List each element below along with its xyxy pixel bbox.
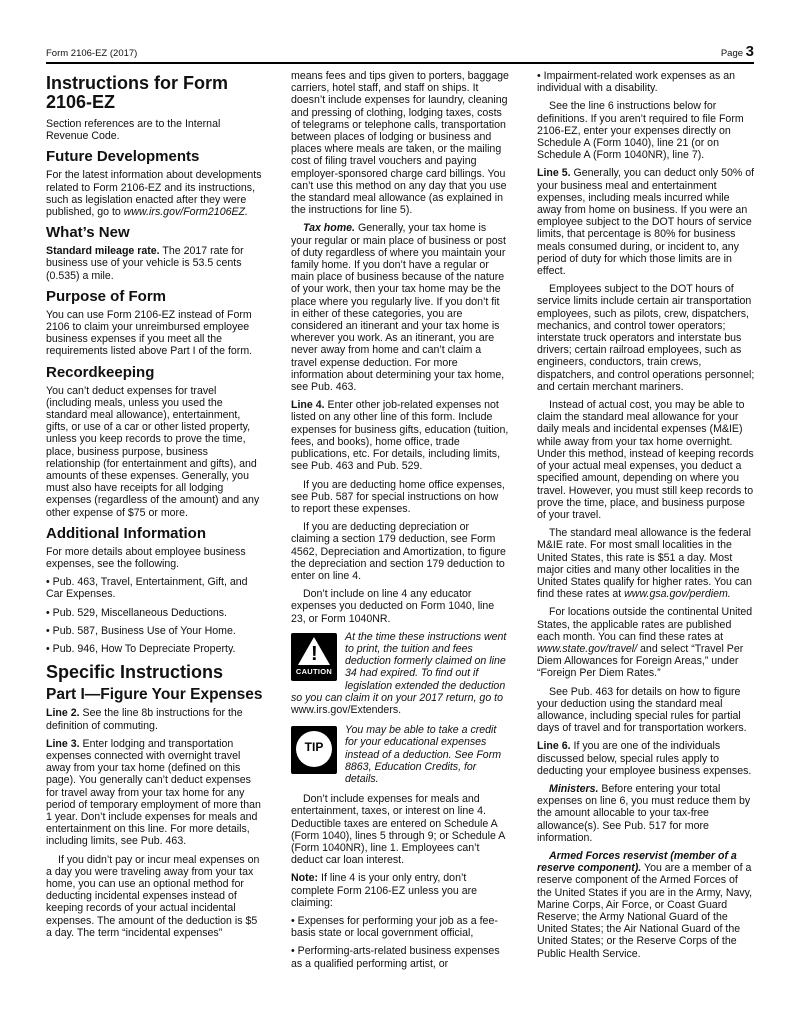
state-travel-link[interactable]: www.state.gov/travel/ [537, 642, 638, 655]
purpose-text: You can use Form 2106-EZ instead of Form 2106 to claim your unreimbursed employee business expenses if you meet all the requirements listed above Part I of the form. [46, 308, 253, 358]
tip-callout [291, 724, 509, 785]
page-number: 3 [745, 43, 754, 60]
page-header [46, 44, 754, 64]
incidental-continued-text: means fees and tips given to porters, baggage carriers, hotel staff, and staff on ships. It doesn’t include expenses for laundry, cleaning and pressing of clothing, lodging taxes, costs of telegrams or telephone calls, transportation between places of lodging or business and places where meals are taken, or the mailing cost of filing travel vouchers and paying employer-sponsored charge card billings. You can’t use this method on any day that you use the standard meal allowance (as explained in the instructions for line 5). [291, 70, 509, 217]
pub-list-item: • Pub. 463, Travel, Entertainment, Gift, and Car Expenses. [46, 576, 248, 601]
recordkeeping-text: You can’t deduct expenses for travel (including meals, unless you used the standard meal allowance), entertainment, gifts, or use of a car or other listed property, unless you keep records to prove the time, place, business purpose, business relationship (for entertainment and gifts), and amounts of these expenses. Generally, you must also have receipts for all lodging expenses (regardless of the amount) and any other expense of $75 or more. [46, 384, 260, 519]
see-line-6-text: See the line 6 instructions below for definitions. If you aren’t required to file Form 2106-EZ, enter your expenses directly on Schedule A (Form 1040), line 21 (or on Schedule A (Form 1040NR), line 7). [537, 100, 744, 162]
home-office-text: If you are deducting home office expenses, see Pub. 587 for special instructions on how to report these expenses. [291, 478, 505, 515]
heading-future-developments: Future Developments [46, 148, 200, 166]
extenders-link[interactable]: www.irs.gov/Extenders. [291, 703, 402, 716]
heading-specific-instructions: Specific Instructions [46, 662, 224, 683]
heading-purpose-of-form: Purpose of Form [46, 287, 167, 305]
see-pub-463-text: See Pub. 463 for details on how to figure your deduction using the standard meal allowance, including special rules for partial days of travel and for transportation workers. [537, 685, 747, 735]
pub-list-item: • Pub. 587, Business Use of Your Home. [46, 624, 236, 637]
page-indicator [721, 43, 754, 60]
column-left [46, 70, 264, 945]
incidental-expenses-text: If you didn’t pay or incur meal expenses on a day you were traveling away from your tax home, you can use an optional method for deducting incidental expenses instead of keeping records of your actual incidental expenses. The amount of the deduction is $5 a day. The term “incidental expenses” [46, 853, 260, 939]
line-2-text: Line 2. See the line 8b instructions for the definition of commuting. [46, 707, 243, 732]
caution-icon: ! CAUTION [291, 633, 337, 681]
line-6-text: Line 6. If you are one of the individuals discussed below, special rules apply to deducting your employee business expenses. [537, 740, 752, 777]
pub-list-item: • Pub. 946, How To Depreciate Property. [46, 643, 236, 656]
form-label: Form 2106-EZ (2017) [46, 48, 138, 59]
claim-list-item: • Expenses for performing your job as a fee-basis state or local government official, [291, 915, 498, 940]
column-right [537, 70, 755, 966]
claim-list-item: • Impairment-related work expenses as an individual with a disability. [537, 70, 736, 95]
section-references: Section references are to the Internal Revenue Code. [46, 118, 221, 143]
column-middle [291, 70, 509, 976]
caution-callout [291, 631, 509, 716]
document-title: Instructions for Form 2106-EZ [46, 73, 229, 112]
page-prefix: Page [720, 48, 744, 59]
outside-us-text: For locations outside the continental United States, the applicable rates are published each month. You can find these rates at www.state.gov/travel/ and select “Travel Per Diem Allowances for Foreign Areas,” under “Foreign Per Diem Rates.” [537, 606, 753, 680]
tip-icon: TIP [291, 726, 337, 774]
caution-text: At the time these instructions went to print, the tuition and fees deduction formerly claimed on line 34 had expired. To find out if legislation extended the deduction so you can claim it on your 2017 return, go to [291, 630, 507, 704]
actual-cost-text: Instead of actual cost, you may be able to claim the standard meal allowance for your daily meals and incidental expenses (M&IE) while away from your tax home overnight. Under this method, instead of keeping records of your actual meal expenses, you deduct a specified amount, depending on where you travel. However, you must still keep records to prove the time, place, and business purpose of your travel. [537, 399, 754, 521]
pub-list-item: • Pub. 529, Miscellaneous Deductions. [46, 606, 227, 619]
tax-home-text: Tax home. Generally, your tax home is your regular or main place of business or post of duty regardless of where you maintain your family home. If you don’t have a regular or main place of business because of the nature of your work, then your tax home may be the place where you regularly live. If you don’t fit in either of these categories, you are considered an itinerant and your tax home is wherever you work. As an itinerant, you are never away from home and can’t claim a travel expense deduction. For more information about determining your tax home, see Pub. 463. [291, 222, 506, 394]
depreciation-text: If you are deducting depreciation or claiming a section 179 deduction, see Form 4562, Depreciation and Amortization, to figure the depreciation and section 179 deduction to enter on line 4. [291, 521, 506, 582]
heading-whats-new: What’s New [46, 224, 130, 242]
dot-employees-text: Employees subject to the DOT hours of service limits include certain air transportation employees, such as pilots, crew, dispatchers, mechanics, and control tower operators; interstate truck operators and interstate bus drivers; certain railroad employees, such as engineers, conductors, train crews, dispatchers, and control operations personnel; and certain merchant mariners. [537, 283, 755, 393]
standard-meal-text: The standard meal allowance is the federal M&IE rate. For most small localities in the United States, this rate is $51 a day. Most major cities and many other localities in the United States qualify for higher rates. You can find these rates at www.gsa.gov/perdiem. [537, 527, 752, 601]
heading-recordkeeping: Recordkeeping [46, 363, 155, 381]
irs-form-link[interactable]: www.irs.gov/Form2106EZ. [123, 206, 248, 219]
line-4-text: Line 4. Enter other job-related expenses not listed on any other line of this form. Include expenses for business gifts, education (tuition, fees, and books), home office, trade publications, etc. For details, including limits, see Pub. 463 and Pub. 529. [291, 399, 509, 473]
educator-text: Don’t include on line 4 any educator expenses you deducted on Form 1040, line 23, or Form 1040NR. [291, 588, 495, 625]
meals-taxes-text: Don’t include expenses for meals and entertainment, taxes, or interest on line 4. Deductible taxes are entered on Schedule A (Form 1040), lines 5 through 9; or Schedule A (Form 1040NR), line 1. Employees can’t deduct car loan interest. [291, 793, 505, 867]
tip-text: You may be able to take a credit for your educational expenses instead of a deduction. See Form 8863, Education Credits, for details. [345, 724, 502, 785]
claim-list-item: • Performing-arts-related business expenses as a qualified performing artist, or [291, 945, 500, 970]
heading-part-1: Part I—Figure Your Expenses [46, 686, 263, 704]
whats-new-text: Standard mileage rate. The 2017 rate for business use of your vehicle is 53.5 cents (0.535) a mile. [46, 245, 244, 282]
armed-forces-text: Armed Forces reservist (member of a reserve component). You are a member of a reserve component of the Armed Forces of the United States if you are in the Army, Navy, Marine Corps, Air Force, or Coast Guard Reserve; the Army National Guard of the United States; the Air National Guard of the United States; or the Reserve Corps of the Public Health Service. [537, 849, 753, 960]
future-developments-text: For the latest information about developments related to Form 2106-EZ and its instructions, such as legislation enacted after they were published, go to www.irs.gov/Form2106EZ. [46, 169, 262, 219]
ministers-text: Ministers. Before entering your total expenses on line 6, you must reduce them by the amount allocable to your tax-free allowance(s). See Pub. 517 for more information. [537, 782, 751, 844]
heading-additional-information: Additional Information [46, 524, 206, 542]
additional-info-text: For more details about employee business expenses, see the following. [46, 545, 246, 571]
note-text: Note: If line 4 is your only entry, don’t complete Form 2106-EZ unless you are claiming: [291, 872, 478, 909]
line-5-text: Line 5. Generally, you can deduct only 50% of your business meal and entertainment expenses, including meals incurred while away from home on business. If you were an employee subject to the DOT hours of service limits, that percentage is 80% for business meals consumed during, or incident to, any period of duty for which those limits are in effect. [537, 167, 755, 278]
line-3-text: Line 3. Enter lodging and transportation expenses connected with overnight travel away from your tax home (defined on this page). You generally can’t deduct expenses for travel away from your tax home for any period of temporary employment of more than 1 year. Don’t include expenses for meals and entertainment on this line. For more details, including limits, see Pub. 463. [46, 737, 261, 848]
gsa-perdiem-link[interactable]: www.gsa.gov/perdiem. [624, 588, 731, 601]
